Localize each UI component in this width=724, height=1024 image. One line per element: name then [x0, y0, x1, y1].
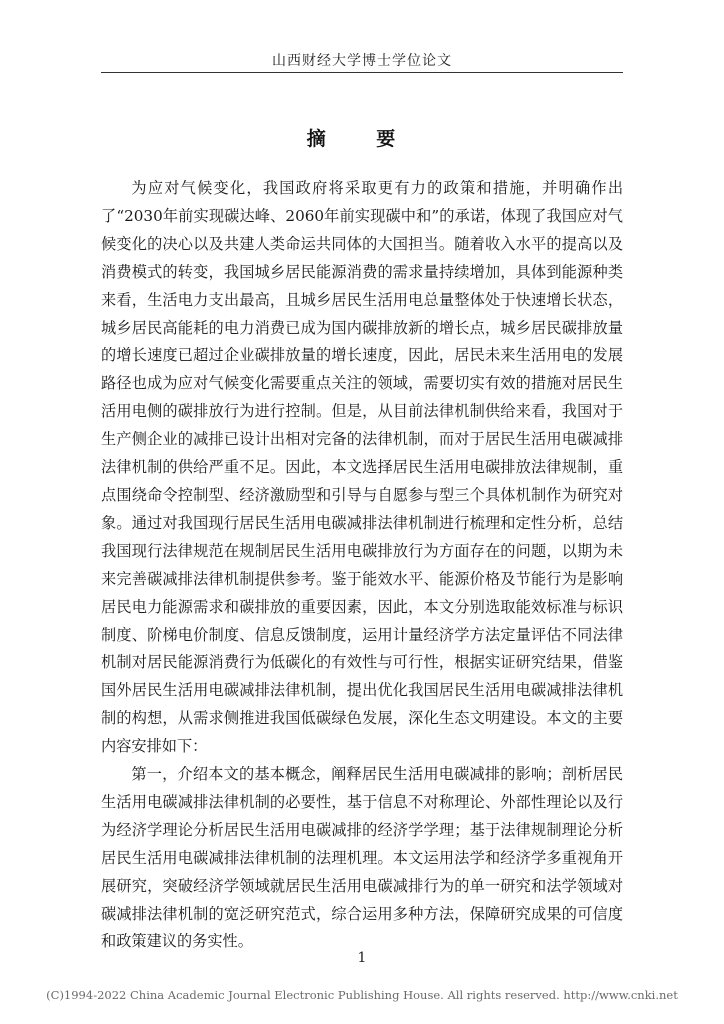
abstract-body [101, 175, 623, 956]
page-number: 1 [357, 950, 367, 966]
header-divider [101, 72, 623, 73]
copyright-notice: (C)1994-2022 China Academic Journal Electronic Publishing House. All rights reserved. http://www.cnki.net [46, 988, 678, 1002]
abstract-paragraph-1: 为应对气候变化，我国政府将采取更有力的政策和措施，并明确作出了“2030年前实现碳达峰、2060年前实现碳中和”的承诺，体现了我国应对气候变化的决心以及共建人类命运共同体的大国担当。随着收入水平的提高以及消费模式的转变，我国城乡居民能源消费的需求量持续增加，具体到能源种类来看，生活电力支出最高，且城乡居民生活用电总量整体处于快速增长状态，城乡居民高能耗的电力消费已成为国内碳排放新的增长点，城乡居民碳排放量的增长速度已超过企业碳排放量的增长速度，因此，居民未来生活用电的发展路径也成为应对气候变化需要重点关注的领域，需要切实有效的措施对居民生活用电侧的碳排放行为进行控制。但是，从目前法律机制供给来看，我国对于生产侧企业的减排已设计出相对完备的法律机制，而对于居民生活用电碳减排法律机制的供给严重不足。因此，本文选择居民生活用电碳排放法律规制，重点围绕命令控制型、经济激励型和引导与自愿参与型三个具体机制作为研究对象。通过对我国现行居民生活用电碳减排法律机制进行梳理和定性分析，总结我国现行法律规范在规制居民生活用电碳排放行为方面存在的问题，以期为未来完善碳减排法律机制提供参考。鉴于能效水平、能源价格及节能行为是影响居民电力能源需求和碳排放的重要因素，因此，本文分别选取能效标准与标识制度、阶梯电价制度、信息反馈制度，运用计量经济学方法定量评估不同法律机制对居民能源消费行为低碳化的有效性与可行性，根据实证研究结果，借鉴国外居民生活用电碳减排法律机制，提出优化我国居民生活用电碳减排法律机制的构想，从需求侧推进我国低碳绿色发展，深化生态文明建设。本文的主要内容安排如下： [101, 179, 623, 756]
abstract-heading: 摘 要 [306, 128, 418, 150]
abstract-paragraph-2: 第一，介绍本文的基本概念，阐释居民生活用电碳减排的影响；剖析居民生活用电碳减排法律机制的必要性，基于信息不对称理论、外部性理论以及行为经济学理论分析居民生活用电碳减排的经济学学理；基于法律规制理论分析居民生活用电碳减排法律机制的法理机理。本文运用法学和经济学多重视角开展研究，突破经济学领域就居民生活用电碳减排行为的单一研究和法学领域对碳减排法律机制的宽泛研究范式，综合运用多种方法，保障研究成果的可信度和政策建议的务实性。 [101, 765, 623, 951]
running-header-title: 山西财经大学博士学位论文 [272, 53, 452, 69]
